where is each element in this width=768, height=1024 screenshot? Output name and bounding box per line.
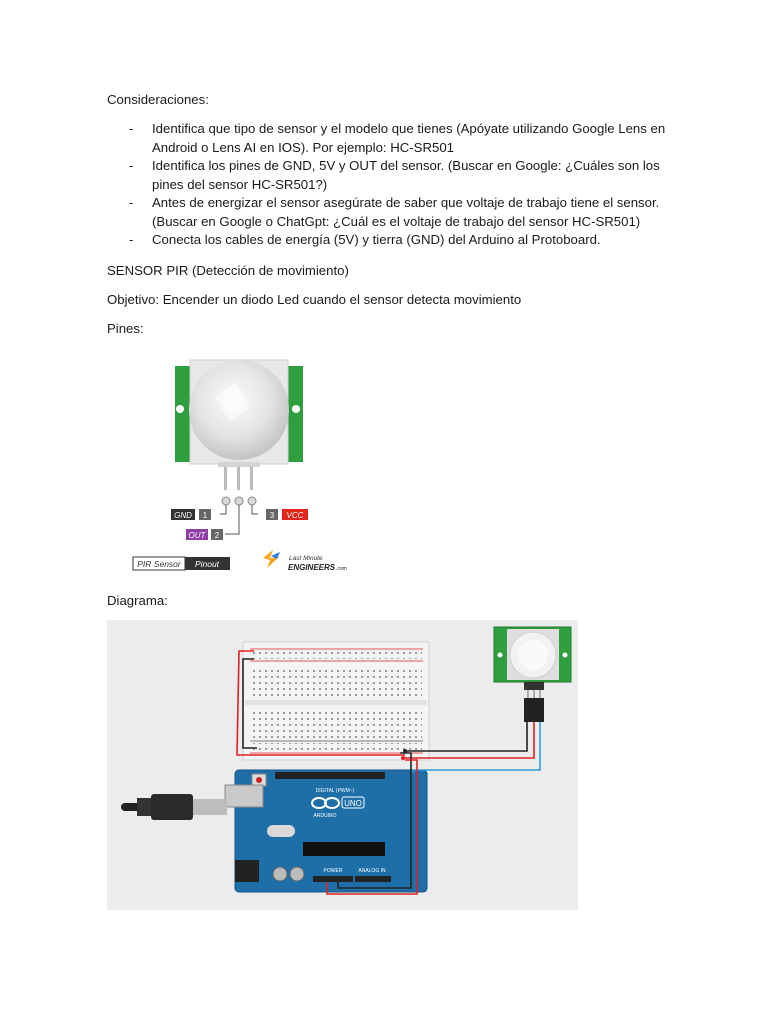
vcc-label — [266, 509, 308, 520]
last-minute-engineers-logo — [263, 550, 347, 572]
svg-text:1: 1 — [202, 511, 208, 520]
svg-text:ENGINEERS: ENGINEERS — [288, 563, 336, 572]
power-header — [313, 876, 353, 882]
gnd-label — [171, 509, 211, 520]
pir-pinout-figure — [130, 352, 360, 582]
sensor-title: SENSOR PIR (Detección de movimiento) — [107, 263, 349, 278]
svg-text:Last Minute: Last Minute — [289, 555, 323, 562]
svg-text:UNO: UNO — [344, 799, 362, 808]
pir-sensor-board — [175, 360, 303, 464]
svg-text:2: 2 — [214, 531, 220, 540]
digital-header — [275, 772, 385, 779]
objective-text: Objetivo: Encender un diodo Led cuando el sensor detecta movimiento — [107, 292, 522, 307]
svg-text:.com: .com — [336, 566, 347, 572]
pins-heading: Pines: — [107, 321, 144, 336]
svg-text:POWER: POWER — [323, 868, 343, 874]
svg-text:ANALOG IN: ANALOG IN — [358, 868, 386, 874]
usb-cable — [121, 794, 227, 820]
considerations-heading: Consideraciones: — [107, 92, 209, 107]
usb-port — [225, 785, 263, 807]
svg-text:VCC: VCC — [286, 511, 304, 520]
breadboard — [243, 642, 429, 760]
svg-text:DIGITAL (PWM~): DIGITAL (PWM~) — [315, 788, 355, 794]
circuit-diagram — [107, 620, 578, 910]
svg-text:3: 3 — [269, 511, 275, 520]
list-item: - Antes de energizar el sensor asegúrate de saber que voltaje de trabajo tiene el sensor. (Buscar en Google o ChatGpt: ¿Cuál es el voltaje de trabajo del sensor HC-SR501) — [107, 194, 667, 231]
analog-header — [355, 876, 391, 882]
svg-text:PIR Sensor: PIR Sensor — [137, 559, 181, 569]
out-label — [186, 529, 223, 540]
pir-sensor-module — [494, 627, 571, 722]
power-jack — [235, 860, 259, 882]
pir-pinout-badge — [133, 557, 230, 570]
svg-text:GND: GND — [174, 511, 192, 520]
diagram-heading: Diagrama: — [107, 593, 168, 608]
sensor-pins — [218, 462, 260, 505]
svg-text:OUT: OUT — [188, 531, 206, 540]
lightning-icon — [263, 550, 279, 568]
considerations-list — [107, 120, 667, 250]
list-item: - Identifica que tipo de sensor y el modelo que tienes (Apóyate utilizando Google Lens en Android o Lens AI en IOS). Por ejemplo: HC-SR501 — [107, 120, 667, 157]
svg-text:Pinout: Pinout — [194, 559, 220, 569]
arduino-uno — [225, 770, 427, 892]
svg-text:ARDUINO: ARDUINO — [313, 813, 337, 819]
list-item: - Conecta los cables de energía (5V) y tierra (GND) del Arduino al Protoboard. — [107, 231, 667, 250]
list-item: - Identifica los pines de GND, 5V y OUT del sensor. (Buscar en Google: ¿Cuáles son los pines del sensor HC-SR501?) — [107, 157, 667, 194]
microcontroller-chip — [303, 842, 385, 856]
